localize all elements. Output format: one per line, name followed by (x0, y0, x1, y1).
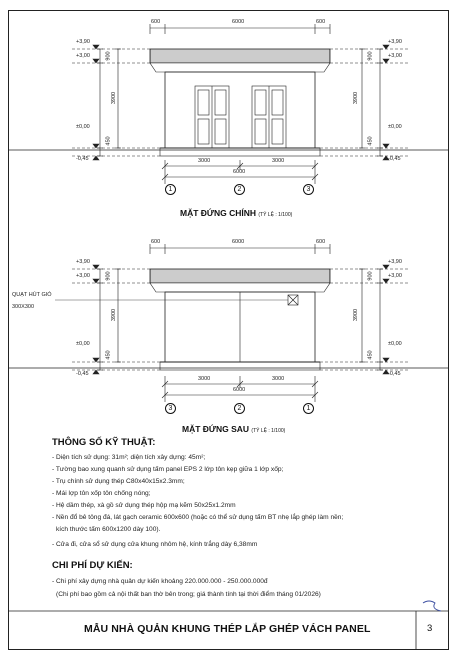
dim-top-left: 600 (151, 19, 161, 25)
specs-heading: THÔNG SỐ KỸ THUẬT: (52, 437, 156, 448)
cost-note: (Chi phí bao gồm cả nội thất ban thờ bên trong; giá thành tính tại thời điểm tháng 01/2026) (56, 591, 321, 598)
level-label: +3,00 (388, 53, 402, 59)
spec-item: - Diện tích sử dụng: 31m²; diện tích xây dựng: 45m²; (52, 454, 206, 461)
axis-marker: 1 (165, 184, 176, 195)
elevation-title: MẶT ĐỨNG CHÍNH (TỶ LỆ : 1/100) (180, 208, 293, 218)
axis-marker: 2 (234, 184, 245, 195)
level-label: +3,00 (388, 273, 402, 279)
dim-top-mid: 6000 (232, 19, 245, 25)
vdim: 3900 (111, 91, 118, 105)
vdim: 3900 (111, 308, 118, 322)
footer-title: MẪU NHÀ QUẢN KHUNG THÉP LẮP GHÉP VÁCH PANEL (84, 623, 371, 635)
dim-bottom: 3000 (198, 158, 211, 164)
dim-top-mid: 6000 (232, 239, 245, 245)
dim-bottom: 3000 (272, 158, 285, 164)
dim-bottom: 3000 (272, 376, 285, 382)
level-label: +3,00 (76, 53, 90, 59)
dim-bottom: 3000 (198, 376, 211, 382)
vdim: 3900 (353, 91, 360, 105)
rear-elevation (55, 244, 410, 402)
fan-size: 300X300 (12, 304, 35, 310)
level-label: +3,90 (388, 39, 402, 45)
elevation-title: MẶT ĐỨNG SAU (TỶ LỆ : 1/100) (182, 424, 286, 434)
vdim: 450 (367, 136, 374, 146)
spec-item: - Cửa đi, cửa sổ sử dụng cửa khung nhôm hệ, kính trắng dày 6,38mm (52, 541, 258, 548)
axis-marker: 2 (234, 403, 245, 414)
level-label: ±0,00 (76, 341, 90, 347)
level-label: -0,45 (388, 371, 401, 377)
dim-top-right: 600 (316, 19, 326, 25)
axis-marker: 3 (165, 403, 176, 414)
level-label: -0,45 (388, 156, 401, 162)
dim-top-left: 600 (151, 239, 161, 245)
vdim: 900 (105, 51, 112, 61)
level-label: ±0,00 (388, 124, 402, 130)
vdim: 3900 (353, 308, 360, 322)
level-label: -0,45 (76, 156, 89, 162)
level-label: +3,90 (76, 39, 90, 45)
axis-marker: 3 (303, 184, 314, 195)
axis-marker: 1 (303, 403, 314, 414)
spec-item: - Trụ chính sử dụng thép C80x40x15x2.3mm; (52, 478, 185, 485)
vdim: 900 (367, 271, 374, 281)
spec-item: - Nền đổ bê tông đá, lát gạch ceramic 600x600 (hoặc có thể sử dụng tấm BT nhẹ lắp ghép làm nền; (52, 514, 344, 521)
spec-item: - Tường bao xung quanh sử dụng tấm panel EPS 2 lớp tôn kẹp giữa 1 lớp xốp; (52, 466, 284, 473)
fan-label: QUẠT HÚT GIÓ (12, 292, 52, 298)
cost-heading: CHI PHÍ DỰ KIẾN: (52, 560, 133, 571)
dim-total: 6000 (233, 169, 246, 175)
vdim: 450 (105, 350, 112, 360)
vdim: 900 (367, 51, 374, 61)
level-label: +3,00 (76, 273, 90, 279)
spec-item: kích thước tấm 600x1200 dày 100). (56, 526, 161, 533)
level-label: +3,90 (76, 259, 90, 265)
vdim: 900 (105, 271, 112, 281)
spec-item: - Mái lợp tôn xốp tôn chống nóng; (52, 490, 151, 497)
cost-line: - Chi phí xây dựng nhà quản dự kiến khoảng 220.000.000 - 250.000.000đ (52, 578, 268, 585)
level-label: ±0,00 (76, 124, 90, 130)
level-label: +3,90 (388, 259, 402, 265)
level-label: ±0,00 (388, 341, 402, 347)
level-label: -0,45 (76, 371, 89, 377)
vdim: 450 (367, 350, 374, 360)
dim-total: 6000 (233, 387, 246, 393)
dim-top-right: 600 (316, 239, 326, 245)
vdim: 450 (105, 136, 112, 146)
page-number: 3 (427, 623, 433, 634)
spec-item: - Hệ dầm thép, xà gồ sử dụng thép hộp mạ kẽm 50x25x1.2mm (52, 502, 236, 509)
front-elevation (72, 24, 410, 184)
